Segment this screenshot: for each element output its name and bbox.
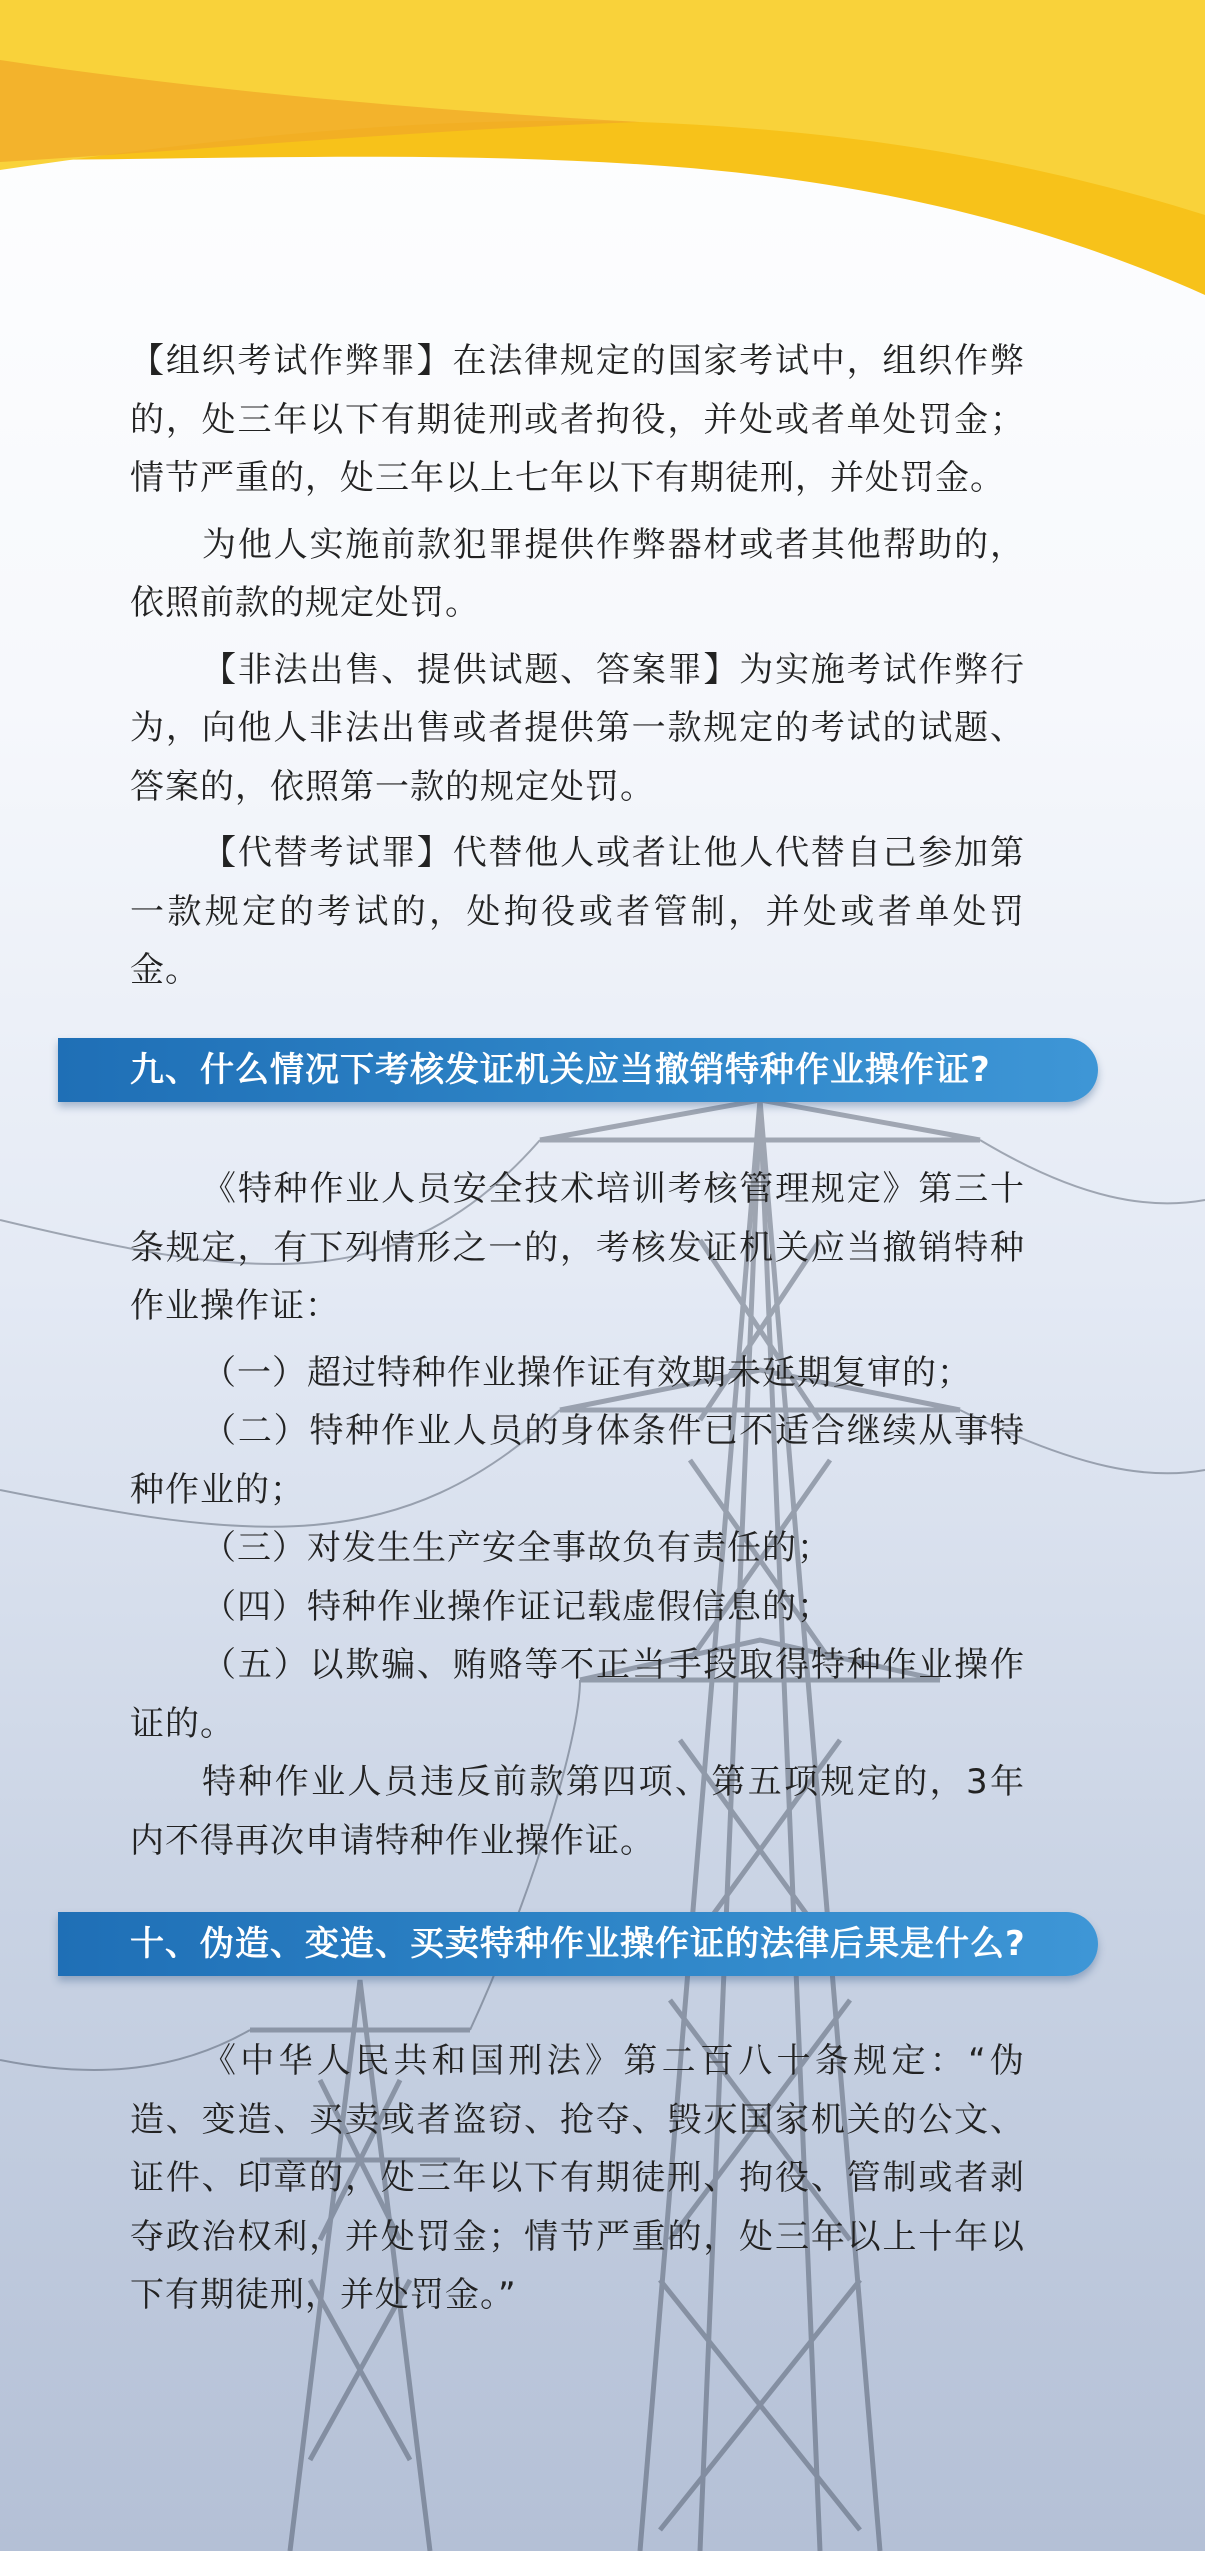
- paragraph-substitute-exam: 【代替考试罪】代替他人或者让他人代替自己参加第一款规定的考试的，处拘役或者管制，并处或者单处罚金。: [130, 833, 1025, 990]
- list-item: （三）对发生生产安全事故负有责任的；: [202, 1528, 832, 1568]
- paragraph-assist-cheating: 为他人实施前款犯罪提供作弊器材或者其他帮助的，依照前款的规定处罚。: [130, 524, 1025, 623]
- section-9-body: [130, 1160, 1025, 1878]
- criminal-law-text-block: [130, 332, 1025, 1008]
- section-9-banner: [58, 1038, 1098, 1102]
- section-10-body: [130, 2032, 1025, 2333]
- section-9-intro: 《特种作业人员安全技术培训考核管理规定》第三十条规定，有下列情形之一的，考核发证机关应当撤销特种作业操作证：: [130, 1169, 1025, 1326]
- list-item: （五）以欺骗、贿赂等不正当手段取得特种作业操作证的。: [130, 1645, 1025, 1744]
- paragraph-exam-cheating: 【组织考试作弊罪】在法律规定的国家考试中，组织作弊的，处三年以下有期徒刑或者拘役，并处或者单处罚金；情节严重的，处三年以上七年以下有期徒刑，并处罚金。: [130, 341, 1025, 498]
- section-10-paragraph: 《中华人民共和国刑法》第二百八十条规定：“伪造、变造、买卖或者盗窃、抢夺、毁灭国家机关的公文、证件、印章的，处三年以下有期徒刑、拘役、管制或者剥夺政治权利，并处罚金；情节严重的，处三年以上十年以下有期徒刑，并处罚金。”: [130, 2041, 1025, 2315]
- paragraph-sell-answers: 【非法出售、提供试题、答案罪】为实施考试作弊行为，向他人非法出售或者提供第一款规定的考试的试题、答案的，依照第一款的规定处罚。: [130, 649, 1025, 807]
- section-9-title: 九、什么情况下考核发证机关应当撤销特种作业操作证?: [130, 1050, 991, 1090]
- list-item: （一）超过特种作业操作证有效期未延期复审的；: [202, 1352, 972, 1393]
- section-10-banner: [58, 1912, 1098, 1976]
- section-10-title: 十、伪造、变造、买卖特种作业操作证的法律后果是什么?: [130, 1924, 1026, 1964]
- top-wave-decoration: [0, 0, 1205, 320]
- section-9-closing: 特种作业人员违反前款第四项、第五项规定的，3年内不得再次申请特种作业操作证。: [130, 1762, 1025, 1861]
- list-item: （二）特种作业人员的身体条件已不适合继续从事特种作业的；: [130, 1411, 1025, 1510]
- list-item: （四）特种作业操作证记载虚假信息的；: [202, 1586, 832, 1627]
